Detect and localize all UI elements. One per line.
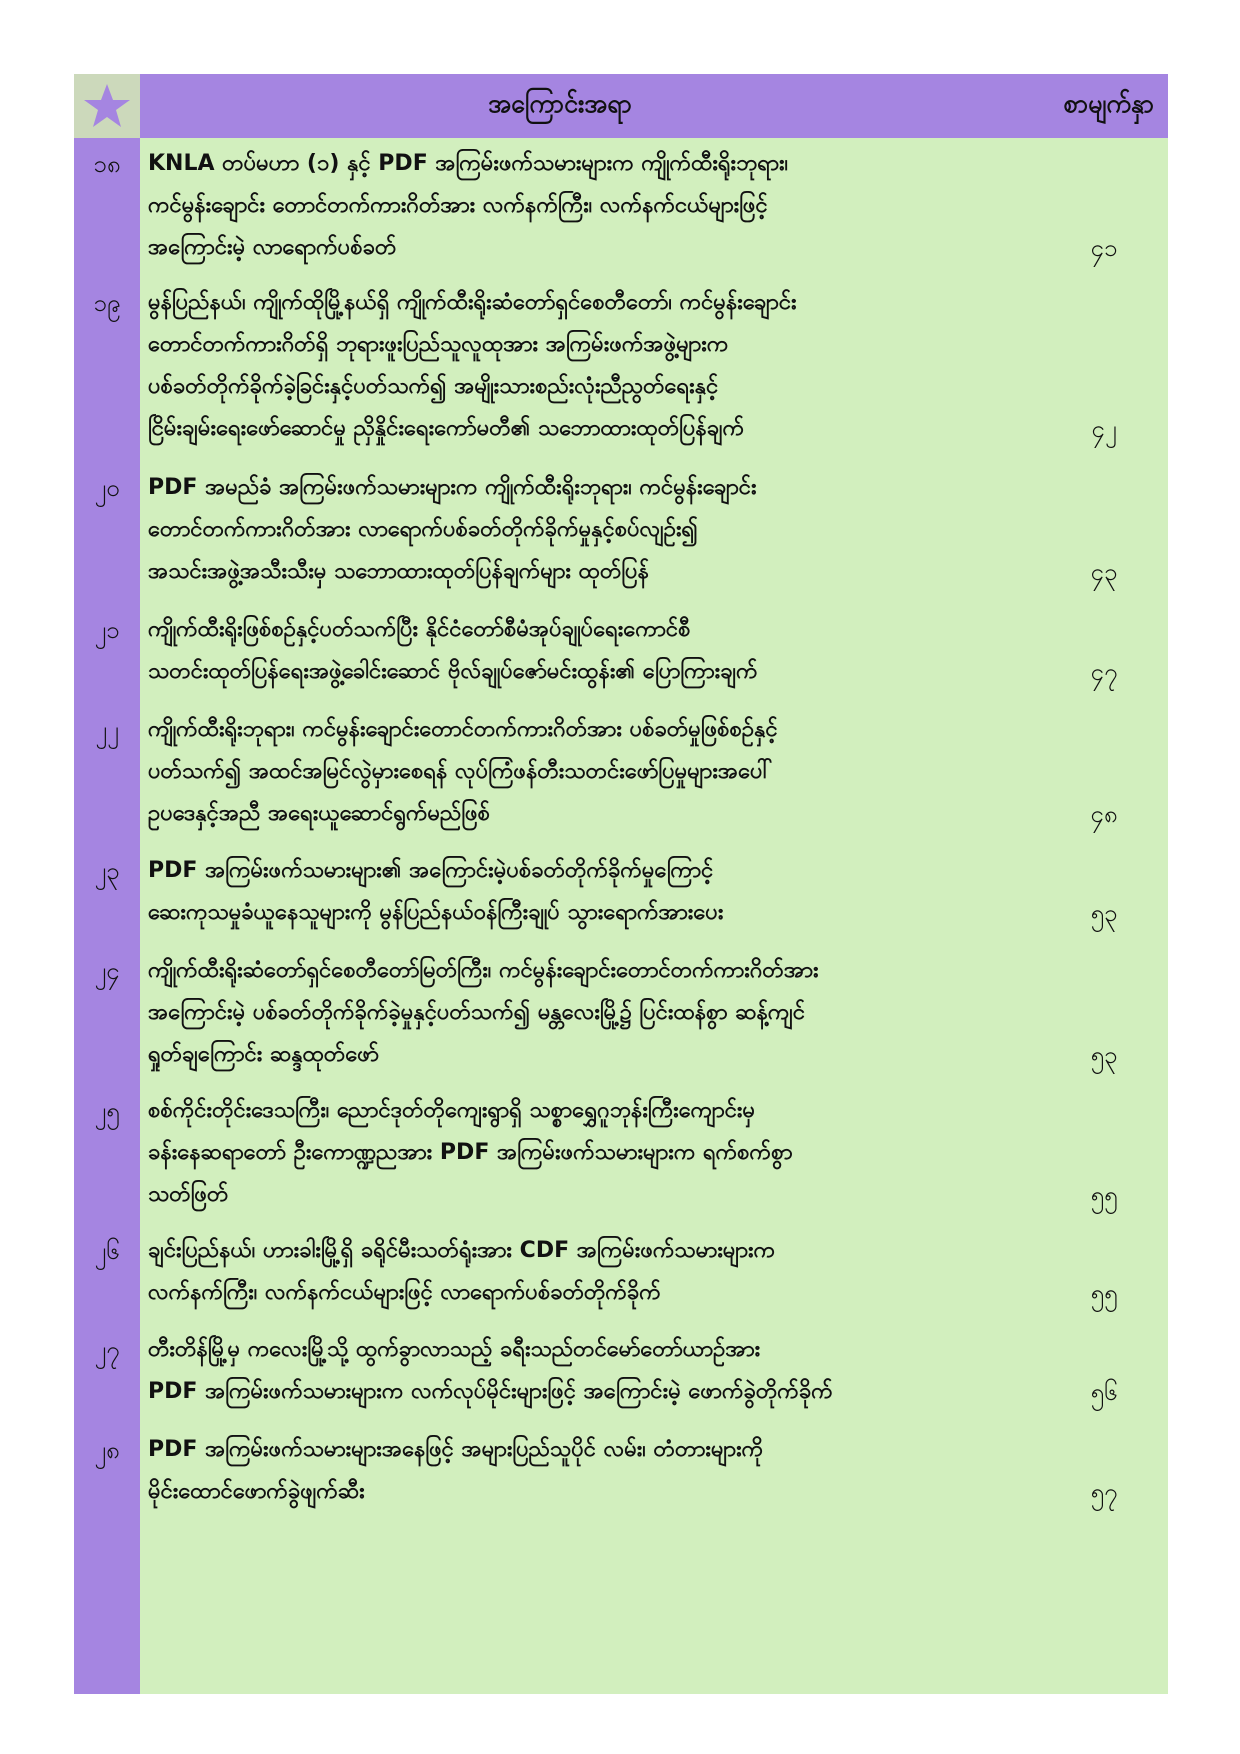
header-title: အကြောင်းအရာ [488,88,632,118]
entry-title: PDF အကြမ်းဖက်သမားများ၏ အကြောင်းမဲ့ပစ်ခတ်တိုက်ခိုက်မှုကြောင့် ဆေးကုသမှုခံယူနေသူများကို မွန်ပြည်နယ်ဝန်ကြီးချုပ် သွားရောက်အားပေး [148,858,724,925]
table-of-contents [74,74,1168,1694]
entry-page: ၄၃ [1090,558,1118,586]
star-icon [82,81,132,131]
entry-page: ၄၇ [1090,658,1118,686]
entry-number: ၂၃ [94,857,120,885]
entry-page: ၅၅ [1090,1279,1118,1307]
entry-title: ကျိုက်ထီးရိုးဘုရား၊ ကင်မွန်းချောင်းတောင်တက်ကားဂိတ်အား ပစ်ခတ်မှုဖြစ်စဉ်နှင့် ပတ်သက်၍ အထင်အမြင်လွဲမှားစေရန် လုပ်ကြံဖန်တီးသတင်းဖော်ပြမှုများအပေါ် ဥပဒေနှင့်အညီ အရေးယူဆောင်ရွက်မည်ဖြစ် [148,717,778,826]
entry-number: ၁၈ [93,150,121,178]
entry-number: ၂၇ [94,1336,120,1364]
entry-page: ၅၆ [1090,1378,1118,1406]
entry-title: မွန်ပြည်နယ်၊ ကျိုက်ထိုမြို့နယ်ရှိ ကျိုက်ထီးရိုးဆံတော်ရှင်စေတီတော်၊ ကင်မွန်းချောင်း တောင်တက်ကားဂိတ်ရှိ ဘုရားဖူးပြည်သူလူထုအား အကြမ်းဖက်အဖွဲ့များက ပစ်ခတ်တိုက်ခိုက်ခဲ့ခြင်းနှင့်ပတ်သက်၍ အမျိုးသားစည်းလုံးညီညွတ်ရေးနှင့် ငြိမ်းချမ်းရေးဖော်ဆောင်မှု ညှိနှိုင်းရေးကော်မတီ၏ သဘောထားထုတ်ပြန်ချက် [148,290,797,441]
entry-number: ၂၅ [94,1097,120,1125]
entry-number: ၂၁ [94,616,120,644]
entry-page: ၅၇ [1090,1478,1118,1506]
entry-title: ကျိုက်ထီးရိုးဆံတော်ရှင်စေတီတော်မြတ်ကြီး၊ ကင်မွန်းချောင်းတောင်တက်ကားဂိတ်အား အကြောင်းမဲ့ ပစ်ခတ်တိုက်ခိုက်ခဲ့မှုနှင့်ပတ်သက်၍ မန္တလေးမြို့၌ ပြင်းထန်စွာ ဆန့်ကျင် ရှုတ်ချကြောင်း ဆန္ဒထုတ်ဖော် [148,958,819,1067]
entry-title: တီးတိန်မြို့မှ ကလေးမြို့သို့ ထွက်ခွာလာသည့် ခရီးသည်တင်မော်တော်ယာဉ်အား PDF အကြမ်းဖက်သမားများက လက်လုပ်မိုင်းများဖြင့် အကြောင်းမဲ့ ဖောက်ခွဲတိုက်ခိုက် [148,1337,833,1404]
star-cell [74,74,140,138]
entry-number: ၂၂ [95,716,119,744]
header-page-label: စာမျက်နှာ [1063,88,1154,118]
entry-page: ၄၈ [1090,800,1118,828]
entry-title: PDF အကြမ်းဖက်သမားများအနေဖြင့် အများပြည်သူပိုင် လမ်း၊ တံတားများကို မိုင်းထောင်ဖောက်ခွဲဖျက်ဆီး [148,1437,764,1504]
entry-title: စစ်ကိုင်းတိုင်းဒေသကြီး၊ ညောင်ဒုတ်တိုကျေးရွာရှိ သစ္စာရွှေဂူဘုန်းကြီးကျောင်းမှ ခန်းနေဆရာတော် ဦးကောဏ္ဍညအား PDF အကြမ်းဖက်သမားများက ရက်စက်စွာ သတ်ဖြတ် [148,1098,793,1207]
entry-number: ၂၈ [94,1436,120,1464]
entry-title: PDF အမည်ခံ အကြမ်းဖက်သမားများက ကျိုက်ထီးရိုးဘုရား၊ ကင်မွန်းချောင်း တောင်တက်ကားဂိတ်အား လာရောက်ပစ်ခတ်တိုက်ခိုက်မှုနှင့်စပ်လျဉ်း၍ အသင်းအဖွဲ့အသီးသီးမှ သဘောထားထုတ်ပြန်ချက်များ ထုတ်ပြန် [148,475,757,584]
entry-page: ၄၂ [1091,415,1117,443]
entry-page: ၄၁ [1090,234,1118,262]
entry-title: ချင်းပြည်နယ်၊ ဟားခါးမြို့ရှိ ခရိုင်မီးသတ်ရုံးအား CDF အကြမ်းဖက်သမားများက လက်နက်ကြီး၊ လက်နက်ငယ်များဖြင့် လာရောက်ပစ်ခတ်တိုက်ခိုက် [148,1238,776,1305]
entry-number: ၁၉ [93,289,121,317]
entry-title: KNLA တပ်မဟာ (၁) နှင့် PDF အကြမ်းဖက်သမားများက ကျိုက်ထီးရိုးဘုရား၊ ကင်မွန်းချောင်း တောင်တက်ကားဂိတ်အား လက်နက်ကြီး၊ လက်နက်ငယ်များဖြင့် အကြောင်းမဲ့ လာရောက်ပစ်ခတ် [148,151,789,260]
entry-page: ၅၅ [1090,1181,1118,1209]
entry-number: ၂၆ [94,1237,120,1265]
entry-page: ၅၃ [1090,899,1118,927]
entry-number: ၂၄ [94,957,120,985]
entry-page: ၅၃ [1090,1041,1118,1069]
entry-number: ၂၀ [94,474,120,502]
entry-title: ကျိုက်ထီးရိုးဖြစ်စဉ်နှင့်ပတ်သက်ပြီး နိုင်ငံတော်စီမံအုပ်ချုပ်ရေးကောင်စီ သတင်းထုတ်ပြန်ရေးအဖွဲ့ခေါင်းဆောင် ဗိုလ်ချုပ်ဇော်မင်းထွန်း၏ ပြောကြားချက် [148,617,758,684]
